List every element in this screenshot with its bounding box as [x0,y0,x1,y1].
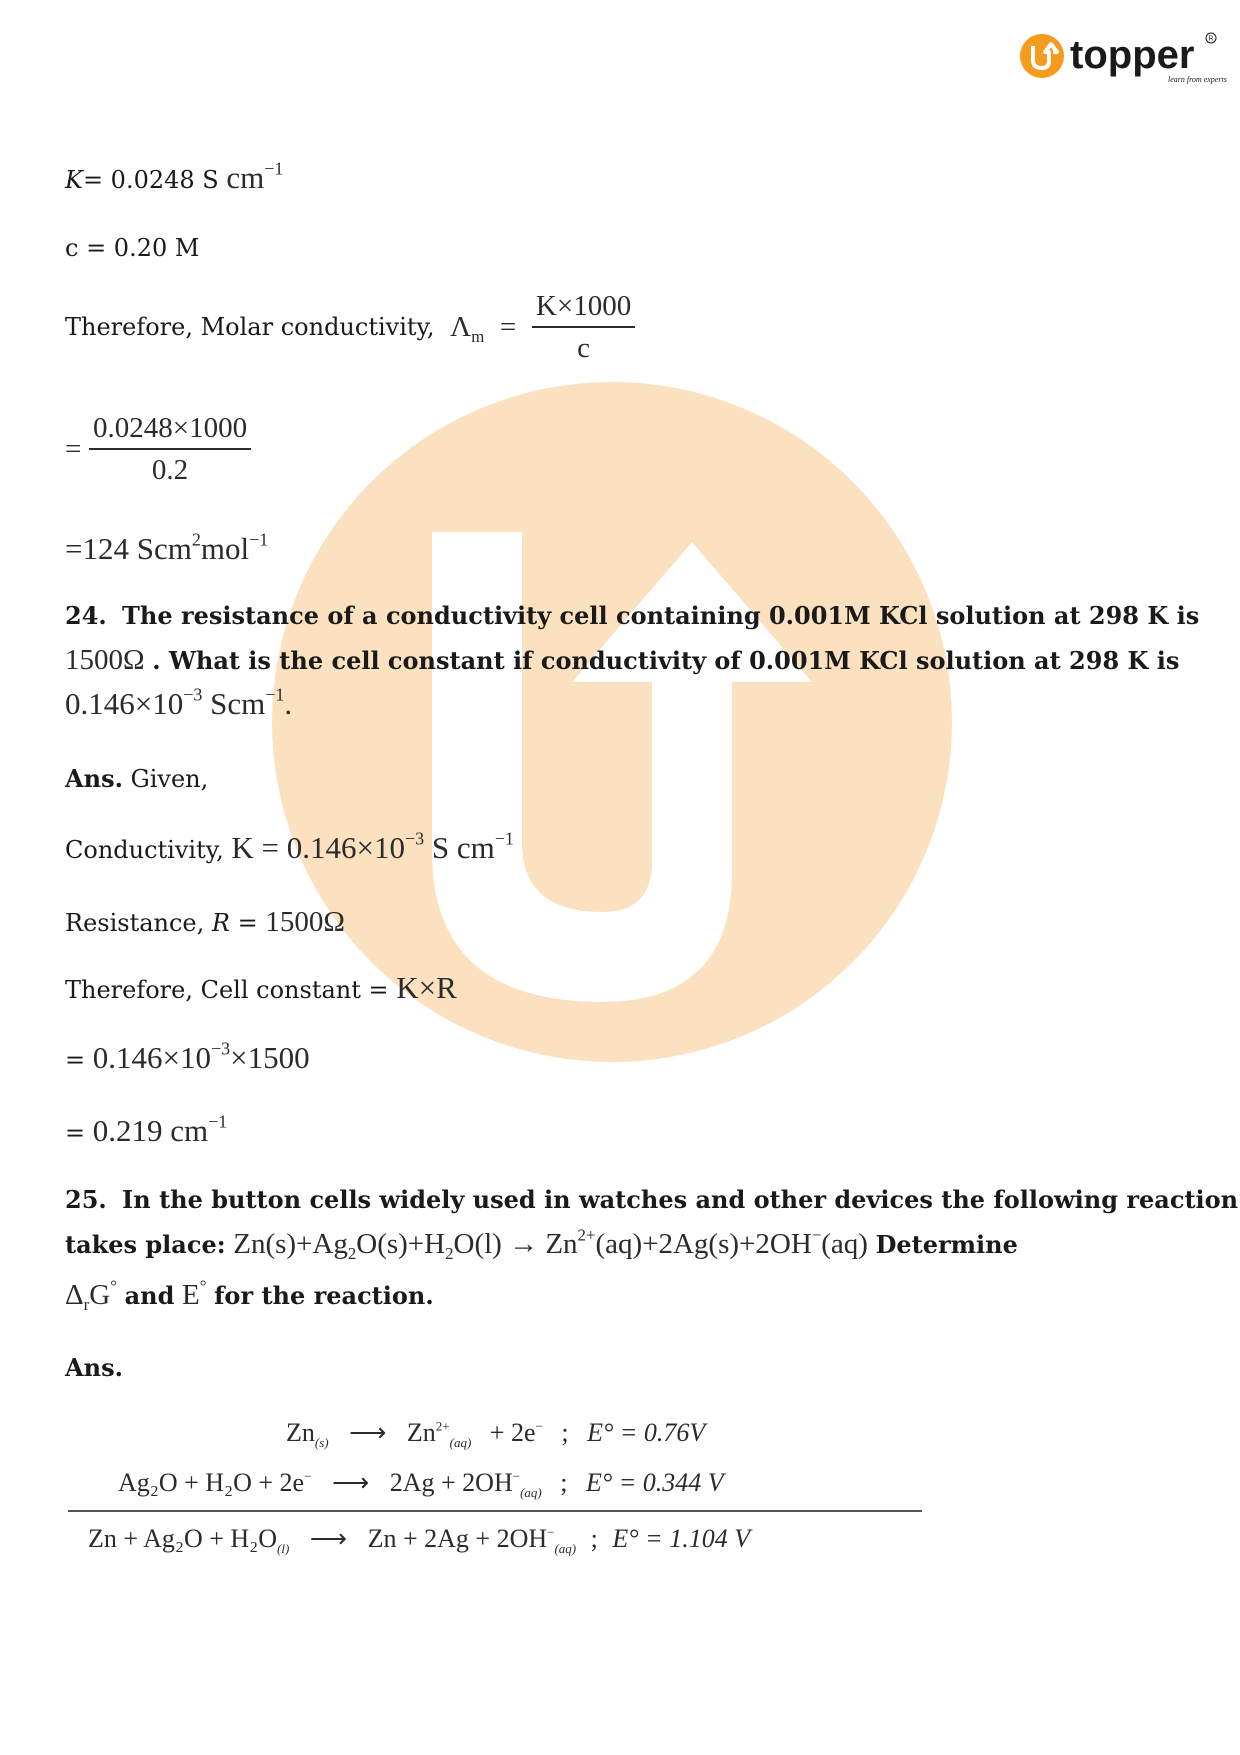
answer-25-label [65,1352,123,1384]
reaction-part4: (aq)+2Ag(s)+2OH [595,1228,812,1260]
question-25-line2 [65,1225,1018,1263]
molar-fraction [532,290,635,364]
step1-exp: −3 [210,1038,231,1059]
answer-24-given: Given, [122,765,209,793]
question-25-line1 [65,1184,1238,1216]
cell-constant-formula: K×R [396,970,457,1005]
answer-24-label: Ans. [65,764,123,793]
reaction-charge1: 2+ [577,1225,596,1245]
sum-line [68,1510,922,1512]
question-24-resistance: 1500Ω [65,644,145,676]
e-symbol [182,1276,207,1311]
step1-math [93,1040,310,1075]
answer-24-conductivity [65,828,514,866]
conductivity-exp: −3 [404,828,425,849]
question-25-takes-place: takes place: [65,1230,226,1259]
question-25-determine: Determine [875,1230,1018,1259]
reaction-charge2: − [811,1225,822,1245]
row1-arrow-icon: ⟶ [349,1418,387,1447]
row3-potential: E° = 1.104 V [612,1524,751,1553]
reaction-part2: O(s)+H [356,1228,446,1260]
k-unit [226,160,283,195]
conductivity-math [231,830,513,865]
calc-equals: = [65,433,82,465]
reaction-part1: Zn(s)+Ag [233,1228,348,1260]
question-25-and: and [124,1281,175,1310]
answer-24-intro [65,763,208,795]
row1-right: Zn [406,1418,436,1447]
question-24-line1 [65,600,1199,632]
reaction-part3: O(l) → Zn [453,1228,578,1260]
row1-plus: + 2e [489,1418,536,1447]
step1-base: 0.146×10 [92,1040,211,1075]
half-reaction-2: Ag₂O + H₂O + 2e− ⟶ $2Ag + 2OH^-_{(aq)}$ ; E° = 0.344 V [118,1468,724,1500]
reaction-sub2: 2 [445,1243,454,1263]
lambda-symbol [450,311,485,346]
question-24-text1: The resistance of a conductivity cell containing 0.001M KCl solution at 298 K is [122,601,1200,630]
molar-conductivity-text: Therefore, Molar conductivity, [65,313,435,341]
resistance-equals: = [229,909,266,937]
answer-24-step1 [65,1038,310,1076]
half-reaction-1: $Zn_{(s)}$ ⟶ $Zn^{2+}_{(aq)} + 2e^-$ ; E° = 0.76V [286,1418,706,1450]
reaction-sub1: 2 [347,1243,357,1263]
result-main: =124 Scm [65,531,192,566]
conductivity-base: K = 0.146×10 [231,830,405,865]
molar-denominator: c [577,332,591,364]
step2-math [93,1113,228,1148]
k-unit-base: cm [226,160,265,195]
question-25-number: 25. [65,1185,107,1214]
row3-left: Zn + Ag₂O + H₂O [88,1524,278,1553]
answer-24-cell-constant [65,972,457,1006]
g-standard: ° [110,1276,117,1296]
step1-equals: = [65,1046,86,1074]
answer-24-resistance [65,906,345,939]
step2-exp: −1 [208,1111,228,1132]
delta-sub: r [83,1294,90,1314]
resistance-value: 1500Ω [265,906,345,938]
row2-arrow-icon: ⟶ [331,1468,370,1497]
step1-tail: ×1500 [230,1040,310,1075]
row3-arrow-icon: ⟶ [309,1524,348,1553]
question-25-text1: In the button cells widely used in watches and other devices the following reaction [122,1185,1239,1214]
question-25-line3 [65,1276,434,1314]
e-char: E [182,1279,200,1311]
row2-right: 2Ag + 2OH [389,1468,513,1497]
molar-numerator: K×1000 [532,290,635,328]
k-symbol: K [65,166,83,194]
question-24-text2: . What is the cell constant if conductivity of 0.001M KCl solution at 298 K is [152,646,1180,675]
result-sup2: −1 [249,529,269,550]
calc-numerator: 0.0248×1000 [89,412,251,450]
row2-potential: E° = 0.344 V [585,1468,724,1497]
step2-base: 0.219 cm [92,1113,209,1148]
k-value: = 0.0248 S [82,166,219,194]
answer-24-step2 [65,1111,228,1149]
question-24-number: 24. [65,601,107,630]
question-24-cond-exp: −3 [183,684,203,705]
svg-text:learn from experts: learn from experts [1168,75,1227,84]
question-24-line3 [65,684,293,721]
row1-left: Zn [286,1418,315,1447]
delta-g-symbol [65,1276,117,1314]
svg-text:topper: topper [1070,33,1195,77]
row2-left: Ag₂O + H₂O + 2e [118,1468,305,1497]
result-sup1: 2 [191,529,201,550]
question-25-for-reaction: for the reaction. [214,1281,434,1310]
g-char: G [89,1279,111,1311]
question-24-cond-unit: Scm [202,686,266,721]
resistance-text: Resistance, [65,909,205,937]
molar-conductivity-line [65,290,635,364]
conductivity-unit-exp: −1 [494,828,514,849]
calculation-line [65,412,251,486]
question-25-reaction [233,1225,868,1263]
row3-right: Zn + 2Ag + 2OH [367,1524,548,1553]
overall-reaction: $Zn + Ag_2O + H_2O_{(l)}$ ⟶ $Zn + 2Ag + 2OH^-_{(aq)}$ ; E° = 1.104 V [88,1524,751,1556]
question-24-period: . [284,686,293,721]
delta-char: Δ [65,1279,84,1311]
concentration-line: c = 0.20 M [65,234,200,262]
svg-text:R: R [1208,35,1214,43]
calc-fraction [89,412,251,486]
reaction-part5: (aq) [821,1228,868,1260]
k-unit-exp: −1 [264,158,284,179]
question-24-cond-unit-exp: −1 [265,684,285,705]
lambda-char: Λ [450,311,472,343]
question-24-line2 [65,644,1179,677]
resistance-symbol: R [211,909,230,937]
molar-result [65,529,269,566]
equals-sign: = [499,311,517,343]
step2-equals: = [65,1119,86,1147]
e-standard: ° [199,1276,207,1296]
result-mol: mol [200,531,250,566]
question-24-cond-base: 0.146×10 [65,686,184,721]
lambda-sub: m [471,326,485,346]
row1-potential: E° = 0.76V [587,1418,706,1447]
conductivity-text: Conductivity, [65,836,224,864]
cell-constant-text: Therefore, Cell constant = [65,976,389,1004]
conductivity-unit: S cm [424,830,495,865]
answer-25-ans: Ans. [65,1353,123,1382]
kappa-line [65,158,284,196]
calc-denominator: 0.2 [151,454,189,486]
